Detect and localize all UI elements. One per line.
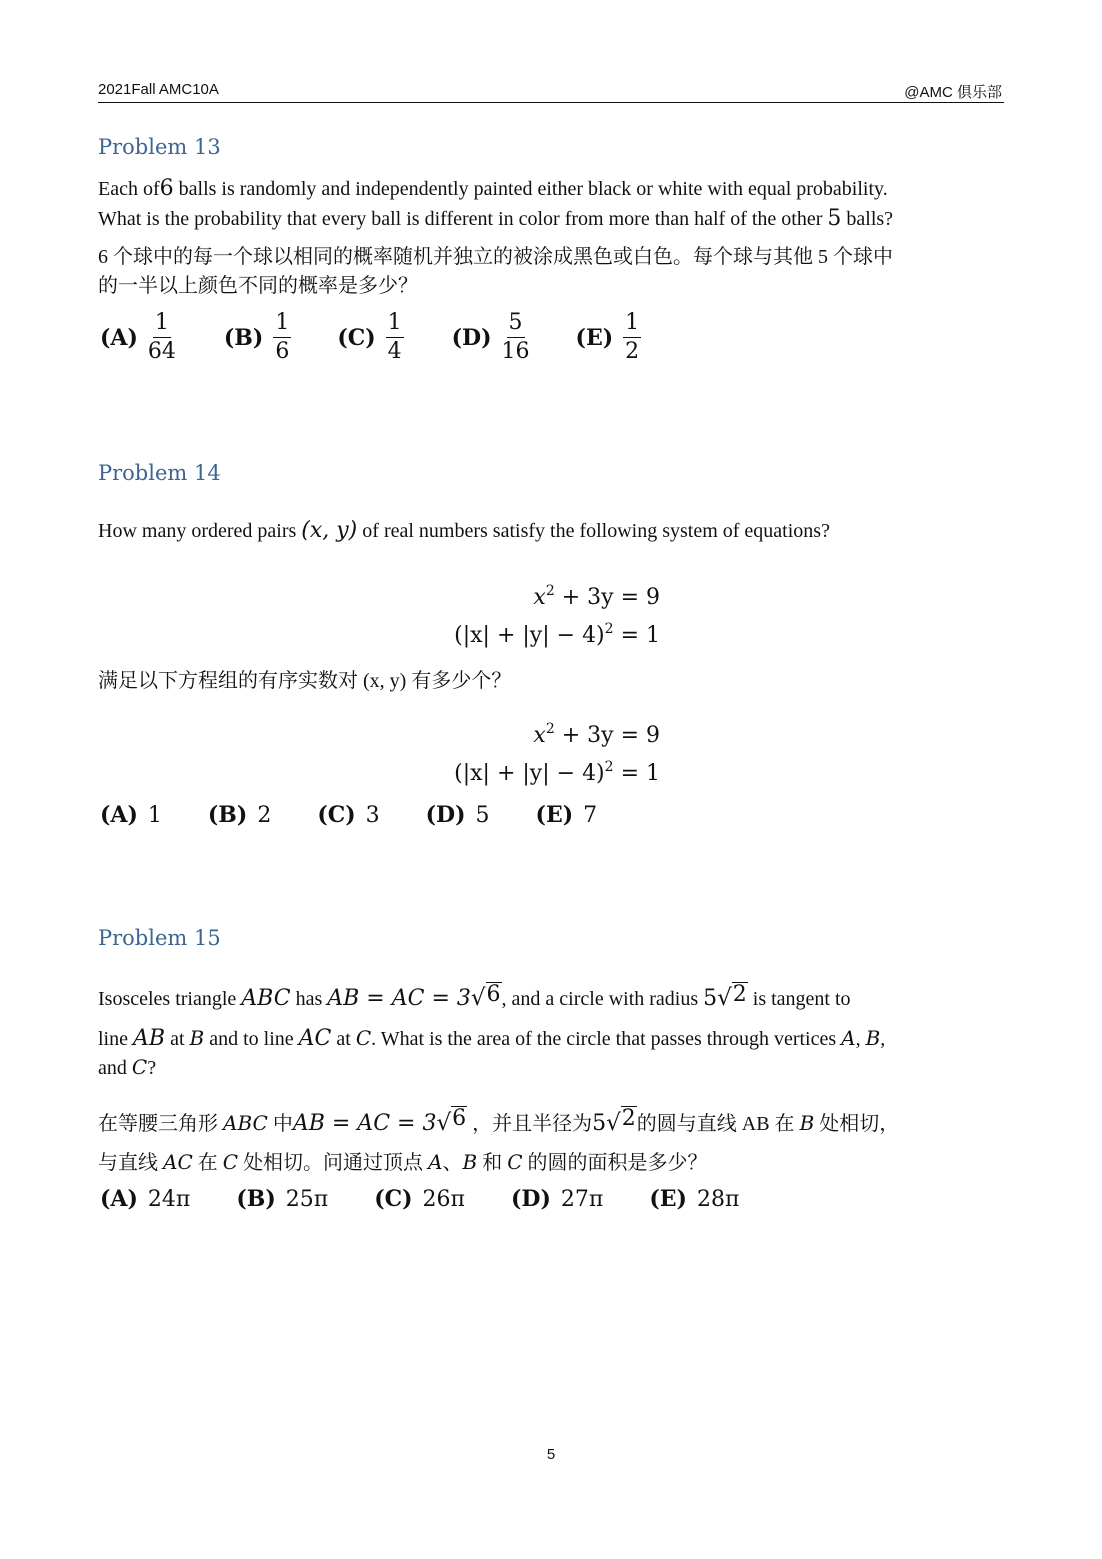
text-fragment: ，并且半径为 bbox=[472, 1113, 593, 1135]
choice-e bbox=[576, 310, 642, 366]
problem-13-zh-line2: 的一半以上颜色不同的概率是多少？ bbox=[98, 275, 418, 297]
eq-term: x bbox=[533, 723, 546, 748]
denominator: 16 bbox=[501, 339, 530, 364]
choice-b bbox=[236, 1186, 328, 1212]
math-number: 5 bbox=[827, 206, 842, 231]
text-fragment: 的圆与直线 AB 在 bbox=[636, 1113, 795, 1135]
text-fragment: is tangent to bbox=[752, 988, 851, 1010]
math-number: 6 bbox=[159, 176, 174, 201]
problem-14-english bbox=[98, 516, 998, 546]
choice-label: (E) bbox=[649, 1186, 687, 1212]
text-fragment: 处相切。问通过顶点 bbox=[243, 1152, 424, 1174]
choice-a bbox=[100, 310, 176, 366]
problem-14-system-zh bbox=[440, 710, 660, 786]
eq-exponent: 2 bbox=[545, 583, 555, 599]
radicand: 2 bbox=[621, 1106, 636, 1131]
math-var: C bbox=[222, 1150, 239, 1174]
math-expression bbox=[592, 1106, 637, 1136]
math-var: AC bbox=[298, 1026, 332, 1051]
sqrt: √ 2 bbox=[717, 982, 747, 1011]
choice-a bbox=[100, 802, 162, 828]
choice-a bbox=[100, 1186, 190, 1212]
fraction bbox=[623, 310, 641, 366]
fraction bbox=[386, 310, 404, 366]
denominator: 6 bbox=[275, 339, 290, 364]
choice-value: 27π bbox=[560, 1186, 604, 1212]
problem-15-chinese bbox=[98, 1104, 998, 1182]
math-expression bbox=[292, 1106, 467, 1136]
problem-15-title: Problem 15 bbox=[98, 926, 221, 950]
text-fragment: ? bbox=[147, 1057, 157, 1079]
math-number: 5 bbox=[592, 1111, 607, 1136]
radicand: 2 bbox=[732, 982, 747, 1007]
text-fragment: 处相切， bbox=[819, 1113, 900, 1135]
equation-2 bbox=[440, 748, 660, 786]
text-fragment: What is the probability that every ball is different in color from more than half of the other bbox=[98, 208, 823, 230]
choice-b bbox=[224, 310, 291, 366]
text-fragment: , bbox=[880, 1028, 886, 1050]
choice-label: (A) bbox=[100, 1186, 138, 1212]
eq-exponent: 2 bbox=[545, 721, 555, 737]
sqrt: √ 2 bbox=[606, 1106, 636, 1136]
choice-label: (E) bbox=[575, 325, 614, 351]
problem-15-choices bbox=[100, 1186, 739, 1212]
page-number: 5 bbox=[546, 1446, 556, 1463]
choice-label: (D) bbox=[451, 325, 492, 351]
numerator: 1 bbox=[623, 310, 641, 338]
numerator: 5 bbox=[507, 310, 525, 338]
eq-term: + 3y = 9 bbox=[554, 723, 660, 748]
choice-value: 26π bbox=[422, 1186, 465, 1212]
choice-label: (B) bbox=[223, 325, 264, 351]
text-fragment: 与直线 bbox=[98, 1152, 158, 1174]
text-fragment: line bbox=[98, 1028, 128, 1050]
choice-label: (A) bbox=[100, 325, 138, 351]
fraction bbox=[148, 310, 176, 366]
choice-label: (D) bbox=[425, 802, 466, 828]
text-fragment: balls is randomly and independently painted either black or white with equal probability. bbox=[178, 178, 888, 200]
radicand: 6 bbox=[452, 1106, 467, 1131]
radicand: 6 bbox=[486, 982, 501, 1007]
eq-term: (|x| + |y| − 4) bbox=[454, 761, 605, 786]
numerator: 1 bbox=[153, 310, 171, 338]
problem-13-choices bbox=[100, 310, 641, 366]
eq-term: = 1 bbox=[613, 761, 660, 786]
numerator: 1 bbox=[273, 310, 291, 338]
choice-label: (B) bbox=[236, 1186, 276, 1212]
text-fragment: 、 bbox=[442, 1152, 463, 1174]
math-expression bbox=[327, 982, 501, 1011]
math-var: A bbox=[841, 1026, 856, 1050]
choice-c bbox=[374, 1186, 465, 1212]
sqrt: √ 6 bbox=[470, 982, 501, 1011]
problem-14-system-en bbox=[440, 572, 660, 648]
equation-1 bbox=[440, 572, 660, 610]
text-fragment: of real numbers satisfy the following system of equations? bbox=[362, 520, 830, 542]
math-var: A bbox=[428, 1150, 443, 1174]
eq-exponent: 2 bbox=[604, 759, 614, 775]
numerator: 1 bbox=[386, 310, 404, 338]
math-expression bbox=[703, 982, 748, 1011]
text-fragment: and to line bbox=[209, 1028, 294, 1050]
eq-term: x bbox=[533, 585, 546, 610]
problem-14-title: Problem 14 bbox=[98, 461, 221, 485]
choice-e bbox=[536, 802, 598, 828]
choice-e bbox=[649, 1186, 739, 1212]
equation-2 bbox=[440, 610, 660, 648]
text-fragment: , bbox=[855, 1028, 861, 1050]
choice-d bbox=[452, 310, 530, 366]
header-left-text: 2021Fall AMC10A bbox=[98, 81, 219, 98]
math-equation: AB = AC = 3 bbox=[327, 986, 471, 1011]
math-var: ABC bbox=[241, 986, 291, 1011]
math-var: AB bbox=[133, 1026, 166, 1051]
eq-term: (|x| + |y| − 4) bbox=[454, 623, 605, 648]
text-fragment: 在 bbox=[197, 1152, 218, 1174]
problem-14-choices bbox=[100, 802, 597, 828]
text-fragment: Each of bbox=[98, 178, 160, 200]
problem-13-title: Problem 13 bbox=[98, 135, 221, 159]
equation-1 bbox=[440, 710, 660, 748]
math-number: 5 bbox=[703, 986, 718, 1011]
choice-value: 7 bbox=[583, 802, 598, 828]
problem-13-en-line2 bbox=[98, 204, 998, 234]
problem-13-english bbox=[98, 174, 998, 234]
choice-d bbox=[511, 1186, 603, 1212]
eq-exponent: 2 bbox=[604, 621, 614, 637]
choice-label: (A) bbox=[100, 802, 138, 828]
math-var: B bbox=[189, 1026, 205, 1050]
math-var: C bbox=[355, 1026, 372, 1050]
math-var: C bbox=[131, 1055, 148, 1079]
problem-13-chinese bbox=[98, 243, 998, 301]
header-right-text: @AMC 俱乐部 bbox=[904, 84, 1002, 101]
text-fragment: 和 bbox=[482, 1152, 503, 1174]
choice-label: (C) bbox=[317, 802, 356, 828]
denominator: 2 bbox=[625, 339, 640, 364]
choice-label: (C) bbox=[374, 1186, 413, 1212]
problem-14-chinese: 满足以下方程组的有序实数对 (x, y) 有多少个？ bbox=[98, 670, 512, 692]
math-equation: AB = AC = 3 bbox=[292, 1111, 437, 1136]
choice-label: (C) bbox=[337, 325, 376, 351]
text-fragment: 在等腰三角形 bbox=[98, 1113, 218, 1135]
problem-15-zh-line1 bbox=[98, 1104, 998, 1143]
text-fragment: 中 bbox=[272, 1113, 293, 1135]
choice-value: 25π bbox=[285, 1186, 329, 1212]
math-var: C bbox=[507, 1150, 523, 1174]
problem-15-en-line1 bbox=[98, 980, 998, 1017]
choice-c bbox=[317, 802, 379, 828]
choice-b bbox=[208, 802, 271, 828]
choice-value: 5 bbox=[475, 802, 490, 828]
text-fragment: 的圆的面积是多少？ bbox=[527, 1152, 708, 1174]
math-pair: (x, y) bbox=[301, 518, 358, 543]
choice-value: 1 bbox=[147, 802, 162, 828]
text-fragment: at bbox=[336, 1028, 351, 1050]
choice-label: (E) bbox=[535, 802, 574, 828]
math-var: AC bbox=[163, 1150, 193, 1174]
math-var: ABC bbox=[223, 1111, 268, 1135]
fraction bbox=[273, 310, 291, 366]
problem-13-zh-line1: 6 个球中的每一个球以相同的概率随机并独立的被涂成黑色或白色。每个球与其他 5 个球中 bbox=[98, 246, 893, 268]
choice-label: (B) bbox=[207, 802, 248, 828]
text-fragment: and bbox=[98, 1057, 127, 1079]
text-fragment: , and a circle with radius bbox=[501, 988, 699, 1010]
choice-d bbox=[426, 802, 490, 828]
sqrt: √ 6 bbox=[436, 1106, 467, 1136]
choice-value: 28π bbox=[696, 1186, 740, 1212]
eq-term: = 1 bbox=[613, 623, 660, 648]
math-var: B bbox=[865, 1026, 881, 1050]
text-fragment: . What is the area of the circle that passes through vertices bbox=[371, 1028, 837, 1050]
problem-15-en-line2 bbox=[98, 1020, 998, 1057]
text-fragment: Isosceles triangle bbox=[98, 988, 237, 1010]
text-fragment: at bbox=[170, 1028, 185, 1050]
eq-term: + 3y = 9 bbox=[554, 585, 660, 610]
text-fragment: balls? bbox=[846, 208, 894, 230]
text-fragment: has bbox=[295, 988, 323, 1010]
problem-13-en-line1 bbox=[98, 174, 998, 204]
choice-value: 24π bbox=[147, 1186, 191, 1212]
page-header bbox=[98, 78, 1004, 103]
choice-label: (D) bbox=[511, 1186, 551, 1212]
problem-15-english bbox=[98, 980, 998, 1086]
choice-value: 3 bbox=[365, 802, 380, 828]
denominator: 64 bbox=[147, 339, 176, 364]
text-fragment: How many ordered pairs bbox=[98, 520, 297, 542]
math-var: B bbox=[799, 1111, 815, 1135]
problem-15-zh-line2 bbox=[98, 1143, 998, 1182]
denominator: 4 bbox=[387, 339, 402, 364]
choice-c bbox=[337, 310, 403, 366]
math-var: B bbox=[462, 1150, 478, 1174]
fraction bbox=[502, 310, 530, 366]
choice-value: 2 bbox=[257, 802, 272, 828]
